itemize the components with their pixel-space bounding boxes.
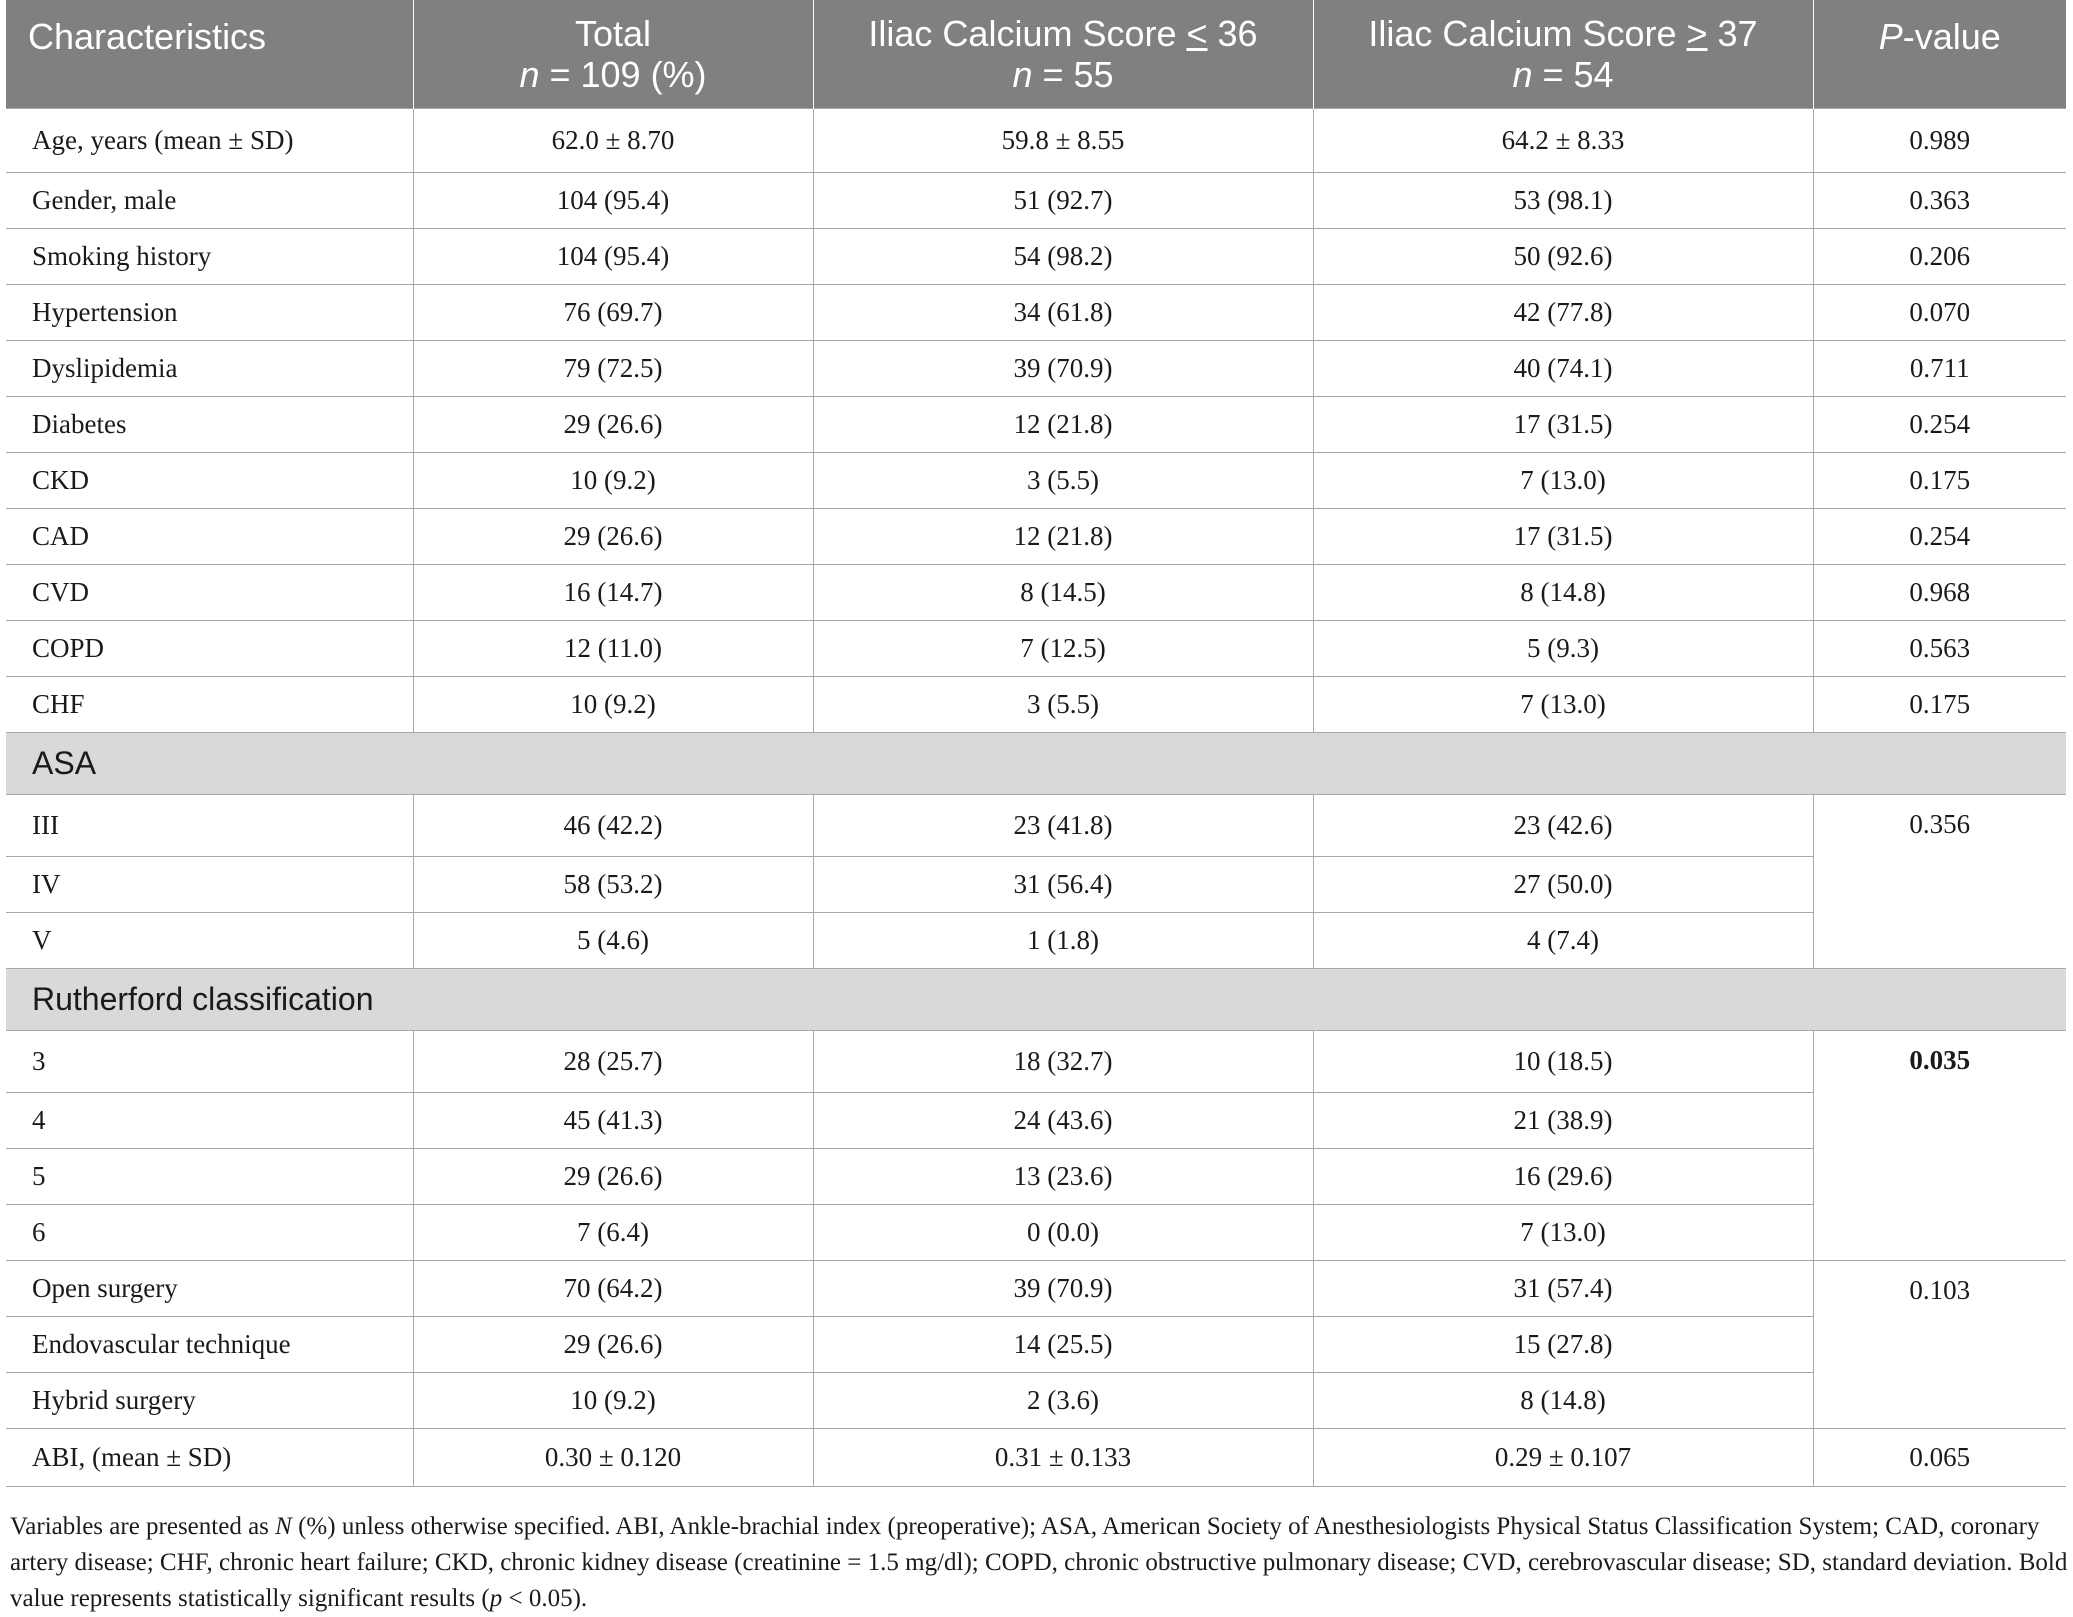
header-characteristics: Characteristics [6, 0, 413, 108]
cell-high: 31 (57.4) [1313, 1260, 1813, 1316]
cell-low: 12 (21.8) [813, 396, 1313, 452]
cell-p: 0.254 [1813, 508, 2066, 564]
row-label: Age, years (mean ± SD) [6, 108, 413, 172]
row-label: 3 [6, 1030, 413, 1092]
row-label: V [6, 912, 413, 968]
cell-total: 29 (26.6) [413, 508, 813, 564]
cell-total: 10 (9.2) [413, 452, 813, 508]
row-label: IV [6, 856, 413, 912]
row-label: Diabetes [6, 396, 413, 452]
cell-p: 0.968 [1813, 564, 2066, 620]
cell-p: 0.175 [1813, 676, 2066, 732]
cell-total: 79 (72.5) [413, 340, 813, 396]
cell-high: 7 (13.0) [1313, 1204, 1813, 1260]
cell-high: 23 (42.6) [1313, 794, 1813, 856]
cell-total: 62.0 ± 8.70 [413, 108, 813, 172]
header-low-score [813, 0, 1313, 108]
row-label: COPD [6, 620, 413, 676]
table-row [6, 564, 2066, 620]
table-row [6, 1092, 2066, 1148]
cell-high: 53 (98.1) [1313, 172, 1813, 228]
section-label-asa: ASA [6, 732, 2066, 794]
row-label: Hybrid surgery [6, 1372, 413, 1428]
row-label: Open surgery [6, 1260, 413, 1316]
cell-p: 0.254 [1813, 396, 2066, 452]
row-label: III [6, 794, 413, 856]
table-row [6, 340, 2066, 396]
cell-high: 7 (13.0) [1313, 676, 1813, 732]
cell-high: 0.29 ± 0.107 [1313, 1428, 1813, 1486]
table-row [6, 396, 2066, 452]
cell-high: 7 (13.0) [1313, 452, 1813, 508]
table-row [6, 676, 2066, 732]
section-row-rutherford [6, 968, 2066, 1030]
header-low-n: n [1012, 53, 1033, 95]
table-row [6, 1316, 2066, 1372]
cell-total: 104 (95.4) [413, 172, 813, 228]
header-low-title: Iliac Calcium Score < 36 [868, 12, 1258, 54]
table-row [6, 856, 2066, 912]
cell-high: 27 (50.0) [1313, 856, 1813, 912]
cell-total: 70 (64.2) [413, 1260, 813, 1316]
header-low-count: = 55 [1032, 53, 1114, 95]
cell-low: 59.8 ± 8.55 [813, 108, 1313, 172]
table-row [6, 508, 2066, 564]
table-row [6, 284, 2066, 340]
header-total-sub [424, 54, 803, 95]
row-label: CVD [6, 564, 413, 620]
cell-high: 50 (92.6) [1313, 228, 1813, 284]
table-row [6, 172, 2066, 228]
cell-total: 45 (41.3) [413, 1092, 813, 1148]
cell-low: 8 (14.5) [813, 564, 1313, 620]
document [6, 0, 2066, 1617]
row-label: Gender, male [6, 172, 413, 228]
cell-low: 24 (43.6) [813, 1092, 1313, 1148]
cell-low: 39 (70.9) [813, 1260, 1313, 1316]
cell-high: 17 (31.5) [1313, 508, 1813, 564]
cell-low: 3 (5.5) [813, 676, 1313, 732]
cell-low: 51 (92.7) [813, 172, 1313, 228]
row-label: 5 [6, 1148, 413, 1204]
cell-total: 0.30 ± 0.120 [413, 1428, 813, 1486]
row-label: CHF [6, 676, 413, 732]
cell-total: 29 (26.6) [413, 396, 813, 452]
table-row [6, 108, 2066, 172]
cell-total: 7 (6.4) [413, 1204, 813, 1260]
cell-low: 18 (32.7) [813, 1030, 1313, 1092]
cell-total: 29 (26.6) [413, 1148, 813, 1204]
cell-total: 12 (11.0) [413, 620, 813, 676]
cell-total: 5 (4.6) [413, 912, 813, 968]
header-total-title: Total [574, 12, 652, 54]
table-row [6, 1428, 2066, 1486]
header-total-count: = 109 (%) [539, 53, 707, 95]
cell-low: 0.31 ± 0.133 [813, 1428, 1313, 1486]
table-row [6, 1204, 2066, 1260]
cell-p: 0.206 [1813, 228, 2066, 284]
table-footnote: Variables are presented as N (%) unless otherwise specified. ABI, Ankle-brachial index (preoperative); ASA, American Society of Anesthesiologists Physical Status Classification System; CAD, coronary artery disease; CHF, chronic heart failure; CKD, chronic kidney disease (creatinine = 1.5 mg/dl); COPD, chronic obstructive pulmonary disease; CVD, cerebrovascular disease; SD, standard deviation. Bold value represents statistically significant results (p < 0.05). [10, 1512, 2068, 1612]
cell-low: 23 (41.8) [813, 794, 1313, 856]
header-high-sub [1324, 54, 1803, 95]
cell-low: 7 (12.5) [813, 620, 1313, 676]
cell-high: 8 (14.8) [1313, 1372, 1813, 1428]
row-label: Endovascular technique [6, 1316, 413, 1372]
table-row [6, 228, 2066, 284]
cell-p: 0.175 [1813, 452, 2066, 508]
cell-high: 40 (74.1) [1313, 340, 1813, 396]
cell-low: 34 (61.8) [813, 284, 1313, 340]
cell-high: 4 (7.4) [1313, 912, 1813, 968]
cell-low: 31 (56.4) [813, 856, 1313, 912]
header-high-score [1313, 0, 1813, 108]
cell-p-surgery: 0.103 [1813, 1260, 2066, 1428]
cell-total: 58 (53.2) [413, 856, 813, 912]
table-row [6, 794, 2066, 856]
header-low-sub [824, 54, 1303, 95]
cell-high: 21 (38.9) [1313, 1092, 1813, 1148]
row-label: Smoking history [6, 228, 413, 284]
row-label: CKD [6, 452, 413, 508]
cell-low: 14 (25.5) [813, 1316, 1313, 1372]
cell-p: 0.711 [1813, 340, 2066, 396]
cell-high: 42 (77.8) [1313, 284, 1813, 340]
table-row [6, 1030, 2066, 1092]
table-row [6, 620, 2066, 676]
cell-total: 104 (95.4) [413, 228, 813, 284]
cell-high: 15 (27.8) [1313, 1316, 1813, 1372]
cell-low: 0 (0.0) [813, 1204, 1313, 1260]
cell-p: 0.989 [1813, 108, 2066, 172]
header-p-value: P-value [1813, 0, 2066, 108]
cell-p-asa: 0.356 [1813, 794, 2066, 968]
table-header [6, 0, 2066, 108]
cell-p: 0.070 [1813, 284, 2066, 340]
table-row [6, 1260, 2066, 1316]
cell-low: 54 (98.2) [813, 228, 1313, 284]
cell-total: 16 (14.7) [413, 564, 813, 620]
cell-p: 0.363 [1813, 172, 2066, 228]
cell-high: 16 (29.6) [1313, 1148, 1813, 1204]
cell-low: 39 (70.9) [813, 340, 1313, 396]
table-row [6, 912, 2066, 968]
header-row [6, 0, 2066, 108]
table-body [6, 108, 2066, 1486]
header-high-n: n [1512, 53, 1533, 95]
header-high-title: Iliac Calcium Score > 37 [1368, 12, 1758, 54]
header-total [413, 0, 813, 108]
header-high-count: = 54 [1532, 53, 1614, 95]
row-label: 6 [6, 1204, 413, 1260]
cell-low: 3 (5.5) [813, 452, 1313, 508]
cell-total: 29 (26.6) [413, 1316, 813, 1372]
cell-low: 2 (3.6) [813, 1372, 1313, 1428]
cell-p-rutherford: 0.035 [1813, 1030, 2066, 1260]
cell-high: 5 (9.3) [1313, 620, 1813, 676]
cell-low: 13 (23.6) [813, 1148, 1313, 1204]
cell-high: 8 (14.8) [1313, 564, 1813, 620]
cell-high: 17 (31.5) [1313, 396, 1813, 452]
cell-p: 0.065 [1813, 1428, 2066, 1486]
row-label: Dyslipidemia [6, 340, 413, 396]
row-label: Hypertension [6, 284, 413, 340]
cell-low: 12 (21.8) [813, 508, 1313, 564]
row-label: ABI, (mean ± SD) [6, 1428, 413, 1486]
header-total-n: n [519, 53, 540, 95]
row-label: 4 [6, 1092, 413, 1148]
table-row [6, 1372, 2066, 1428]
cell-total: 76 (69.7) [413, 284, 813, 340]
characteristics-table [6, 0, 2066, 1487]
cell-total: 28 (25.7) [413, 1030, 813, 1092]
cell-total: 10 (9.2) [413, 676, 813, 732]
section-label-rutherford: Rutherford classification [6, 968, 2066, 1030]
cell-total: 10 (9.2) [413, 1372, 813, 1428]
cell-total: 46 (42.2) [413, 794, 813, 856]
row-label: CAD [6, 508, 413, 564]
cell-high: 10 (18.5) [1313, 1030, 1813, 1092]
table-row [6, 1148, 2066, 1204]
table-row [6, 452, 2066, 508]
section-row-asa [6, 732, 2066, 794]
cell-low: 1 (1.8) [813, 912, 1313, 968]
cell-p: 0.563 [1813, 620, 2066, 676]
cell-high: 64.2 ± 8.33 [1313, 108, 1813, 172]
